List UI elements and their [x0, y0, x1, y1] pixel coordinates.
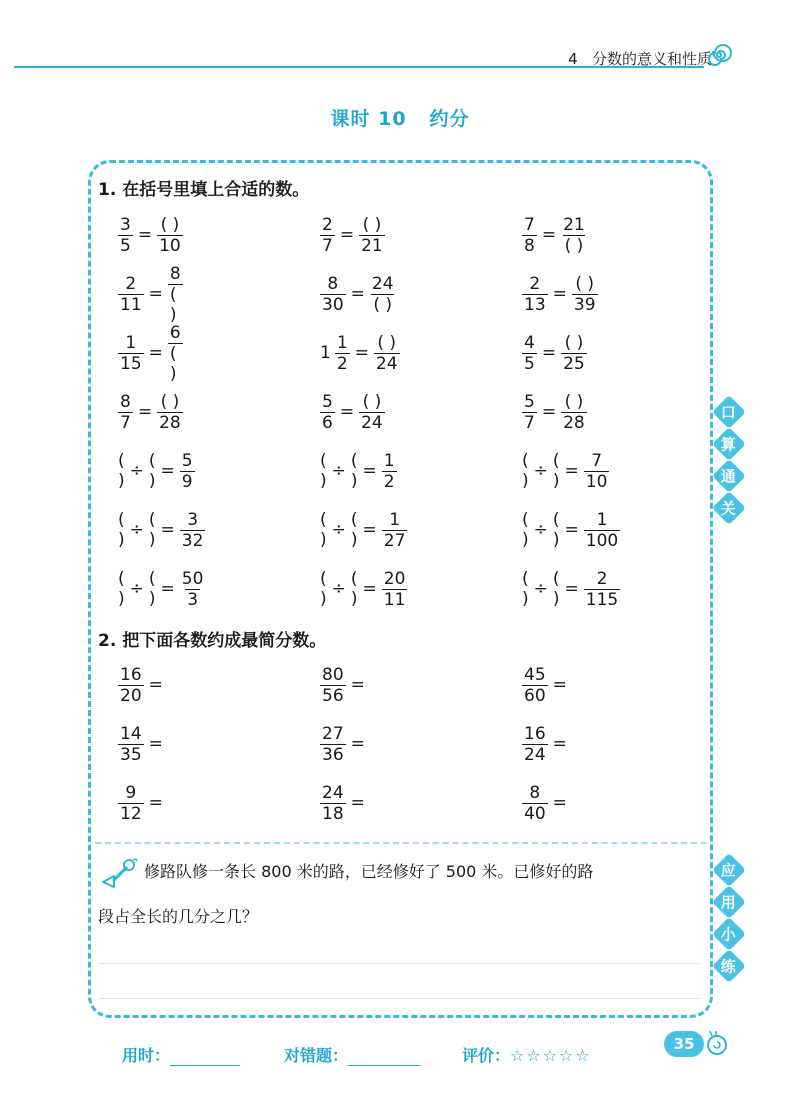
fraction	[561, 333, 587, 374]
fraction	[382, 451, 397, 492]
blank-parentheses[interactable]: ( )	[148, 451, 156, 491]
fraction	[522, 333, 537, 374]
denominator: 27	[383, 530, 406, 551]
side-tab	[712, 395, 746, 429]
equals-sign: =	[148, 675, 163, 695]
denominator: 6	[322, 412, 333, 433]
equation-cell	[118, 389, 183, 435]
numerator[interactable]: ( )	[160, 214, 180, 235]
divide-sign: ÷	[331, 579, 346, 599]
equals-sign: =	[564, 579, 579, 599]
divide-sign: ÷	[533, 461, 548, 481]
fraction	[522, 392, 537, 433]
fraction	[584, 569, 620, 610]
fraction	[118, 333, 144, 374]
fraction	[522, 724, 548, 765]
denominator: 2	[336, 353, 348, 374]
answer-line	[100, 963, 700, 964]
side-tab-label: 口	[721, 403, 737, 422]
equals-sign: =	[552, 734, 567, 754]
numerator: 8	[120, 391, 131, 412]
numerator: 2	[596, 568, 608, 589]
equation-cell	[118, 662, 168, 708]
numerator: 27	[322, 723, 344, 744]
time-label: 用时：	[122, 1046, 171, 1065]
fraction	[157, 215, 183, 256]
denominator: 11	[383, 589, 406, 610]
fraction	[522, 274, 548, 315]
equation-cell	[522, 507, 620, 553]
numerator: 1	[389, 509, 401, 530]
numerator: 24	[371, 273, 394, 294]
equals-sign: =	[552, 675, 567, 695]
equation-cell	[118, 566, 205, 612]
fraction	[168, 264, 183, 325]
fraction	[382, 569, 408, 610]
divide-sign: ÷	[533, 579, 548, 599]
fraction	[320, 665, 346, 706]
denominator: 10	[585, 471, 608, 492]
denominator: 10	[159, 235, 181, 256]
equals-sign: =	[350, 284, 365, 304]
equation-cell	[320, 721, 370, 767]
equals-sign: =	[160, 520, 175, 540]
blank-parentheses[interactable]: ( )	[522, 451, 529, 491]
equals-sign: =	[362, 520, 377, 540]
equals-sign: =	[564, 520, 579, 540]
trumpet-icon	[100, 856, 138, 890]
fraction	[118, 665, 144, 706]
numerator: 3	[120, 214, 131, 235]
errors-blank[interactable]	[348, 1065, 420, 1066]
equals-sign: =	[339, 402, 355, 422]
fraction	[382, 510, 408, 551]
blank-parentheses[interactable]: ( )	[118, 569, 125, 609]
section-divider	[95, 842, 707, 844]
equation-cell	[320, 507, 407, 553]
equals-sign: =	[350, 675, 365, 695]
numerator: 80	[322, 664, 344, 685]
fraction	[118, 783, 144, 824]
denominator[interactable]: ( )	[168, 284, 183, 325]
numerator: 16	[524, 723, 546, 744]
numerator[interactable]: ( )	[564, 391, 584, 412]
numerator: 1	[336, 332, 348, 353]
fraction	[359, 392, 385, 433]
denominator: 39	[573, 294, 596, 315]
numerator: 6	[169, 322, 181, 343]
side-tab	[712, 459, 746, 493]
divide-sign: ÷	[331, 461, 346, 481]
side-tab	[712, 853, 746, 887]
numerator: 1	[383, 450, 395, 471]
numerator: 5	[524, 391, 535, 412]
numerator: 2	[125, 273, 137, 294]
equation-cell	[522, 330, 587, 376]
equation-cell	[522, 389, 587, 435]
fraction	[118, 274, 144, 315]
denominator: 24	[524, 744, 546, 765]
chapter-title: 分数的意义和性质	[591, 50, 712, 68]
numerator: 1	[596, 509, 608, 530]
equals-sign: =	[160, 579, 175, 599]
denominator: 7	[524, 412, 535, 433]
denominator: 25	[563, 353, 585, 374]
equals-sign: =	[148, 343, 163, 363]
side-tab	[712, 427, 746, 461]
equation-cell	[522, 212, 587, 258]
equals-sign: =	[148, 734, 163, 754]
equation-cell	[522, 662, 572, 708]
fraction	[522, 215, 537, 256]
equals-sign: =	[339, 225, 355, 245]
numerator[interactable]: ( )	[575, 273, 595, 294]
denominator[interactable]: ( )	[168, 343, 183, 384]
numerator: 21	[563, 214, 585, 235]
denominator: 24	[375, 353, 398, 374]
equation-cell	[320, 448, 397, 494]
fraction	[522, 783, 548, 824]
fraction	[335, 333, 350, 374]
rating-field	[462, 1043, 592, 1066]
denominator: 9	[181, 471, 193, 492]
equation-cell	[118, 322, 183, 384]
whole-number: 1	[320, 343, 331, 363]
blank-parentheses[interactable]: ( )	[320, 451, 327, 491]
q2-title: 2. 把下面各数约成最简分数。	[98, 631, 327, 651]
numerator: 7	[591, 450, 603, 471]
equation-cell	[320, 330, 400, 376]
blank-parentheses[interactable]: ( )	[148, 510, 156, 550]
blank-parentheses[interactable]: ( )	[118, 451, 125, 491]
fraction	[584, 510, 620, 551]
equation-cell	[522, 448, 609, 494]
numerator[interactable]: ( )	[362, 214, 382, 235]
equation-cell	[320, 780, 370, 826]
fraction	[584, 451, 610, 492]
fraction	[561, 392, 587, 433]
blank-parentheses[interactable]: ( )	[522, 510, 529, 550]
blank-parentheses[interactable]: ( )	[350, 451, 358, 491]
numerator: 50	[181, 568, 204, 589]
fraction	[374, 333, 400, 374]
numerator: 16	[120, 664, 142, 685]
errors-label: 对错题：	[284, 1046, 349, 1065]
time-blank[interactable]	[170, 1065, 240, 1066]
equation-cell	[320, 212, 385, 258]
denominator: 13	[524, 294, 546, 315]
denominator[interactable]: ( )	[373, 294, 393, 315]
numerator: 8	[327, 273, 339, 294]
denominator: 24	[361, 412, 383, 433]
equation-cell	[522, 566, 620, 612]
numerator: 14	[120, 723, 142, 744]
side-tab-label: 小	[721, 925, 737, 944]
divide-sign: ÷	[331, 520, 346, 540]
numerator[interactable]: ( )	[564, 332, 584, 353]
equation-cell	[320, 566, 407, 612]
fraction	[522, 665, 548, 706]
equation-cell	[118, 721, 168, 767]
fraction	[320, 724, 346, 765]
divide-sign: ÷	[129, 520, 144, 540]
denominator: 5	[524, 353, 535, 374]
blank-parentheses[interactable]: ( )	[522, 569, 529, 609]
equals-sign: =	[148, 793, 163, 813]
numerator: 20	[383, 568, 406, 589]
equals-sign: =	[137, 225, 153, 245]
side-tab	[712, 491, 746, 525]
answer-line	[100, 998, 700, 999]
denominator: 32	[181, 530, 204, 551]
spiral-icon	[706, 42, 732, 68]
numerator: 2	[322, 214, 333, 235]
fraction	[320, 392, 335, 433]
denominator: 36	[322, 744, 344, 765]
divide-sign: ÷	[533, 520, 548, 540]
divide-sign: ÷	[129, 461, 144, 481]
errors-field	[284, 1043, 420, 1066]
denominator: 40	[524, 803, 546, 824]
numerator[interactable]: ( )	[377, 332, 397, 353]
blank-parentheses[interactable]: ( )	[350, 569, 358, 609]
numerator: 1	[125, 332, 137, 353]
equation-cell	[320, 389, 385, 435]
side-tab	[712, 949, 746, 983]
equals-sign: =	[552, 284, 567, 304]
numerator: 4	[524, 332, 535, 353]
numerator: 3	[187, 509, 199, 530]
denominator: 2	[383, 471, 395, 492]
blank-parentheses[interactable]: ( )	[148, 569, 156, 609]
equation-cell	[320, 271, 396, 317]
fraction	[118, 392, 133, 433]
denominator: 28	[563, 412, 585, 433]
equation-cell	[118, 212, 183, 258]
fraction	[561, 215, 587, 256]
fraction	[370, 274, 396, 315]
blank-parentheses[interactable]: ( )	[320, 510, 327, 550]
denominator: 28	[159, 412, 181, 433]
equals-sign: =	[160, 461, 175, 481]
equals-sign: =	[564, 461, 579, 481]
equation-cell	[118, 507, 205, 553]
equals-sign: =	[148, 284, 163, 304]
numerator: 2	[529, 273, 541, 294]
denominator: 100	[585, 530, 619, 551]
denominator: 60	[524, 685, 546, 706]
time-field	[122, 1043, 240, 1066]
equals-sign: =	[350, 734, 365, 754]
side-tab-label: 通	[721, 467, 737, 486]
denominator: 5	[120, 235, 131, 256]
equals-sign: =	[362, 579, 377, 599]
fraction	[157, 392, 183, 433]
fraction	[180, 569, 206, 610]
blank-parentheses[interactable]: ( )	[552, 569, 560, 609]
equation-cell	[118, 448, 195, 494]
denominator: 18	[322, 803, 344, 824]
denominator: 56	[322, 685, 344, 706]
equals-sign: =	[541, 343, 557, 363]
equals-sign: =	[541, 402, 557, 422]
equals-sign: =	[552, 793, 567, 813]
blank-parentheses[interactable]: ( )	[118, 510, 125, 550]
equation-cell	[320, 662, 370, 708]
fraction	[320, 274, 346, 315]
side-tab-label: 关	[721, 499, 737, 518]
numerator: 9	[125, 782, 137, 803]
side-tab	[712, 917, 746, 951]
equals-sign: =	[354, 343, 369, 363]
numerator: 24	[322, 782, 344, 803]
denominator[interactable]: ( )	[564, 235, 584, 256]
q1-title: 1. 在括号里填上合适的数。	[98, 180, 310, 200]
fraction	[168, 323, 183, 384]
chapter-number: 4	[568, 50, 578, 68]
blank-parentheses[interactable]: ( )	[552, 510, 560, 550]
equals-sign: =	[350, 793, 365, 813]
equals-sign: =	[362, 461, 377, 481]
denominator: 21	[361, 235, 383, 256]
numerator: 45	[524, 664, 546, 685]
rating-label: 评价：	[462, 1046, 511, 1065]
numerator: 8	[529, 782, 541, 803]
denominator: 15	[120, 353, 142, 374]
side-tab-label: 用	[721, 893, 737, 912]
equals-sign: =	[541, 225, 557, 245]
equation-cell	[118, 780, 168, 826]
numerator: 5	[181, 450, 193, 471]
fraction	[320, 783, 346, 824]
equation-cell	[522, 780, 572, 826]
numerator[interactable]: ( )	[362, 391, 382, 412]
lesson-title: 课时 10 约分	[330, 108, 470, 130]
word-problem-line2: 段占全长的几分之几？	[98, 907, 259, 926]
numerator: 8	[169, 263, 181, 284]
divide-sign: ÷	[129, 579, 144, 599]
rating-stars[interactable]: ☆☆☆☆☆	[510, 1046, 592, 1065]
numerator: 5	[322, 391, 333, 412]
blank-parentheses[interactable]: ( )	[320, 569, 327, 609]
side-tab-label: 应	[721, 861, 737, 880]
equation-cell	[118, 263, 183, 325]
fraction	[359, 215, 385, 256]
fraction	[320, 215, 335, 256]
equation-cell	[522, 721, 572, 767]
denominator: 8	[524, 235, 535, 256]
blank-parentheses[interactable]: ( )	[552, 451, 560, 491]
denominator: 30	[322, 294, 344, 315]
fraction	[118, 215, 133, 256]
side-tab	[712, 885, 746, 919]
denominator: 11	[120, 294, 142, 315]
fraction	[180, 451, 195, 492]
snail-icon	[704, 1030, 730, 1056]
denominator: 115	[585, 589, 619, 610]
side-tab-label: 练	[721, 957, 737, 976]
denominator: 3	[187, 589, 199, 610]
denominator: 7	[120, 412, 131, 433]
numerator: 7	[524, 214, 535, 235]
denominator: 7	[322, 235, 333, 256]
equation-cell	[522, 271, 598, 317]
blank-parentheses[interactable]: ( )	[350, 510, 358, 550]
equals-sign: =	[137, 402, 153, 422]
fraction	[118, 724, 144, 765]
side-tab-label: 算	[721, 435, 737, 454]
chapter-heading	[568, 48, 712, 69]
fraction	[180, 510, 206, 551]
denominator: 35	[120, 744, 142, 765]
fraction	[572, 274, 598, 315]
numerator[interactable]: ( )	[160, 391, 180, 412]
denominator: 12	[120, 803, 142, 824]
word-problem-line1: 修路队修一条长 800 米的路，已经修好了 500 米。已修好的路	[144, 862, 594, 881]
page-number: 35	[664, 1031, 704, 1057]
denominator: 20	[120, 685, 142, 706]
